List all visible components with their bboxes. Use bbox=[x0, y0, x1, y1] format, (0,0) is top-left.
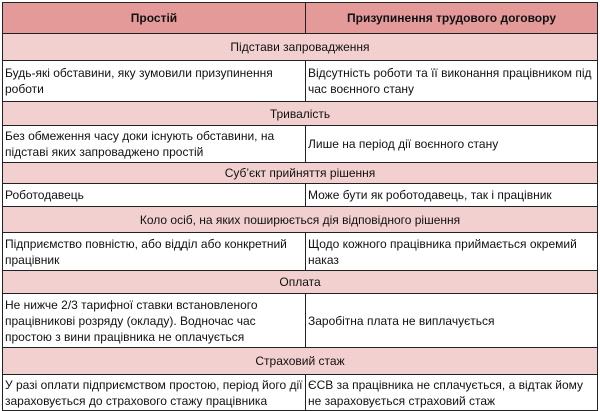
section-title: Суб’єкт прийняття рішення bbox=[3, 163, 598, 184]
cell-right: Заробітна плата не виплачується bbox=[306, 294, 598, 348]
table-row bbox=[3, 294, 598, 348]
header-idle: Простій bbox=[3, 3, 306, 34]
cell-left: Будь-які обставини, яку зумовили призупинення роботи bbox=[3, 61, 306, 102]
cell-left: Підприємство повністю, або відділ або конкретний працівник bbox=[3, 233, 306, 271]
comparison-table bbox=[2, 2, 598, 411]
header-suspension: Призупинення трудового договору bbox=[306, 3, 598, 34]
table-row bbox=[3, 233, 598, 271]
section-title: Коло осіб, на яких поширюється дія відповідного рішення bbox=[3, 207, 598, 233]
cell-left: У разі оплати підприємством простою, період його дії зараховується до страхового стажу працівника bbox=[3, 375, 306, 411]
section-title: Тривалість bbox=[3, 102, 598, 126]
cell-left: Роботодавець bbox=[3, 184, 306, 207]
cell-right: ЄСВ за працівника не сплачується, а відтак йому не зараховується страховий стаж bbox=[306, 375, 598, 411]
cell-right: Лише на період дії воєнного стану bbox=[306, 126, 598, 163]
section-title: Страховий стаж bbox=[3, 348, 598, 375]
section-title: Оплата bbox=[3, 271, 598, 294]
section-row bbox=[3, 34, 598, 61]
table-row bbox=[3, 61, 598, 102]
cell-left: Не нижче 2/3 тарифної ставки встановленого працівникові розряду (окладу). Водночас час простою з вини працівника не оплачується bbox=[3, 294, 306, 348]
section-row bbox=[3, 207, 598, 233]
cell-right: Щодо кожного працівника приймається окремий наказ bbox=[306, 233, 598, 271]
table-row bbox=[3, 184, 598, 207]
header-row bbox=[3, 3, 598, 34]
cell-right: Може бути як роботодавець, так і працівник bbox=[306, 184, 598, 207]
section-row bbox=[3, 348, 598, 375]
cell-right: Відсутність роботи та її виконання працівником під час воєнного стану bbox=[306, 61, 598, 102]
cell-left: Без обмеження часу доки існують обставини, на підставі яких запроваджено простій bbox=[3, 126, 306, 163]
section-row bbox=[3, 163, 598, 184]
section-row bbox=[3, 271, 598, 294]
section-row bbox=[3, 102, 598, 126]
section-title: Підстави запровадження bbox=[3, 34, 598, 61]
table-row bbox=[3, 126, 598, 163]
table-row bbox=[3, 375, 598, 411]
